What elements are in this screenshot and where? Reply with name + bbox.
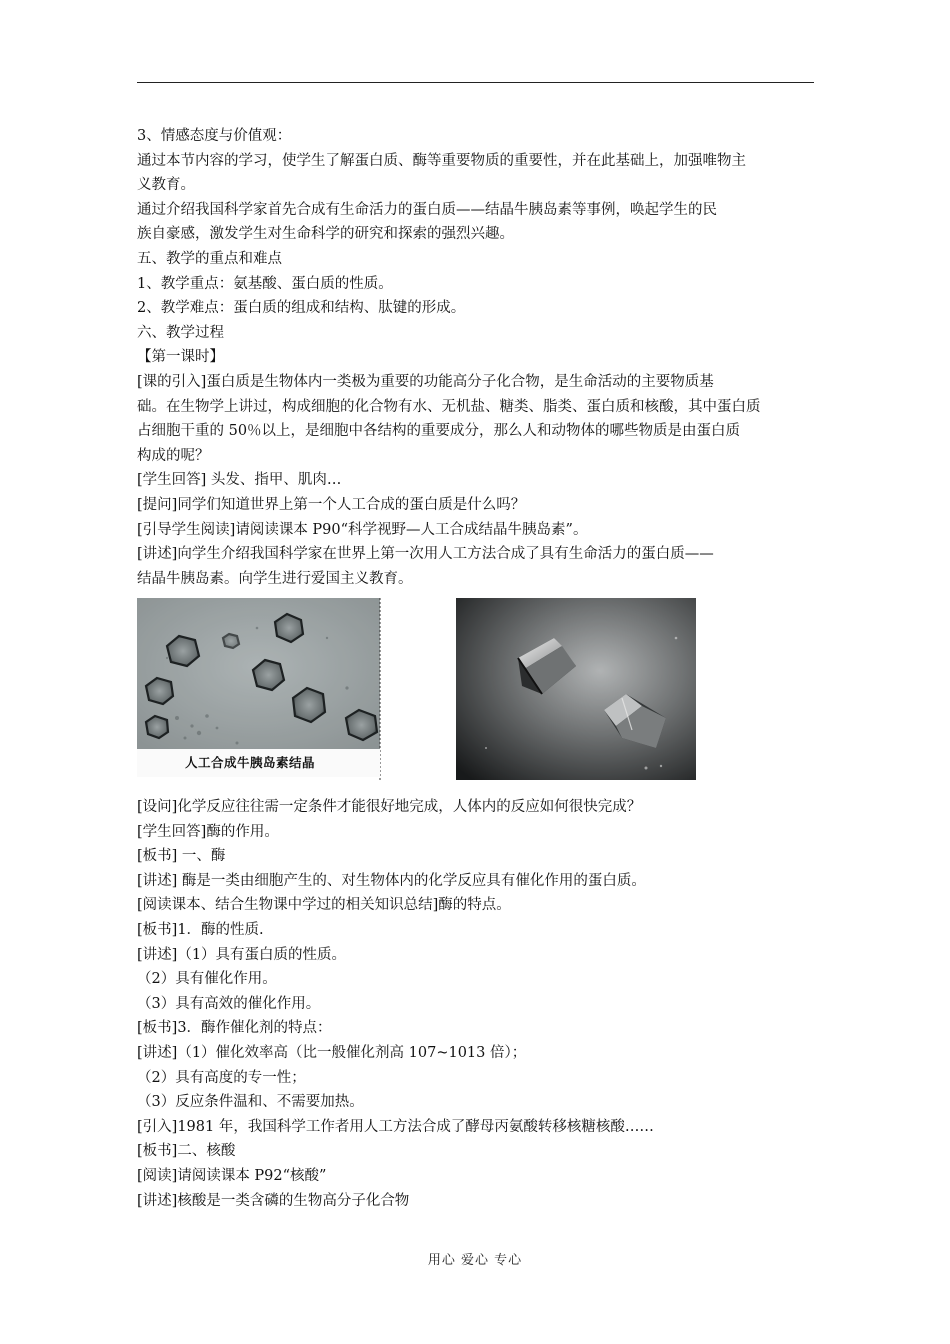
section-heading: 六、教学过程 bbox=[137, 324, 224, 341]
text-line: （3）具有高效的催化作用。 bbox=[137, 995, 321, 1012]
text-line: [板书] 一、酶 bbox=[137, 848, 226, 865]
figure-caption: 人工合成牛胰岛素结晶 bbox=[137, 749, 380, 777]
text-line: [讲述]核酸是一类含磷的生物高分子化合物 bbox=[137, 1192, 410, 1209]
insulin-crystal-micrograph bbox=[137, 598, 382, 780]
text-line: [学生回答] 头发、指甲、肌肉… bbox=[137, 472, 342, 489]
text-line: （2）具有催化作用。 bbox=[137, 971, 277, 988]
text-line: [提问]同学们知道世界上第一个人工合成的蛋白质是什么吗？ bbox=[137, 496, 526, 513]
text-line: [学生回答]酶的作用。 bbox=[137, 823, 279, 840]
text-line: 构成的呢？ bbox=[137, 447, 210, 464]
text-line: [阅读]请阅读课本 P92“核酸” bbox=[137, 1167, 327, 1184]
text-line: 1、教学重点：氨基酸、蛋白质的性质。 bbox=[137, 275, 393, 292]
text-line: 占细胞干重的 50％以上，是细胞中各结构的重要成分，那么人和动物体的哪些物质是由蛋白质 bbox=[137, 423, 741, 440]
text-line: （2）具有高度的专一性； bbox=[137, 1069, 306, 1086]
body-text-bottom bbox=[137, 795, 814, 1213]
text-line: [板书]3．酶作催化剂的特点： bbox=[137, 1020, 332, 1037]
text-line: [讲述]向学生介绍我国科学家在世界上第一次用人工方法合成了具有生命活力的蛋白质—— bbox=[137, 546, 714, 563]
text-line: [课的引入]蛋白质是生物体内一类极为重要的功能高分子化合物，是生命活动的主要物质基 bbox=[137, 373, 714, 390]
insulin-crystal-photo bbox=[456, 598, 696, 780]
text-line: 义教育。 bbox=[137, 177, 195, 194]
text-line: 通过本节内容的学习，使学生了解蛋白质、酶等重要物质的重要性，并在此基础上，加强唯物主 bbox=[137, 152, 746, 169]
text-line: [讲述]（1）催化效率高（比一般催化剂高 107~1013 倍）； bbox=[137, 1044, 527, 1061]
text-line: [讲述]（1）具有蛋白质的性质。 bbox=[137, 946, 347, 963]
lesson-heading: 【第一课时】 bbox=[137, 349, 224, 366]
text-line: 3、情感态度与价值观： bbox=[137, 128, 292, 144]
header-rule bbox=[137, 82, 814, 83]
text-line: 通过介绍我国科学家首先合成有生命活力的蛋白质——结晶牛胰岛素等事例，唤起学生的民 bbox=[137, 201, 717, 218]
page-footer: 用心 爱心 专心 bbox=[427, 1253, 523, 1268]
text-line: 族自豪感，激发学生对生命科学的研究和探索的强烈兴趣。 bbox=[137, 226, 514, 243]
text-line: [板书]二、核酸 bbox=[137, 1143, 236, 1160]
text-line: [板书]1．酶的性质. bbox=[137, 921, 264, 938]
text-line: （3）反应条件温和、不需要加热。 bbox=[137, 1094, 364, 1111]
text-line: [引入]1981 年，我国科学工作者用人工方法合成了酵母丙氨酸转移核糖核酸…… bbox=[137, 1118, 654, 1135]
text-line: [讲述] 酶是一类由细胞产生的、对生物体内的化学反应具有催化作用的蛋白质。 bbox=[137, 872, 646, 889]
text-line: [设问]化学反应往往需一定条件才能很好地完成，人体内的反应如何很快完成？ bbox=[137, 799, 642, 815]
text-line: [阅读课本、结合生物课中学过的相关知识总结]酶的特点。 bbox=[137, 897, 511, 914]
text-line: 础。在生物学上讲过，构成细胞的化合物有水、无机盐、糖类、脂类、蛋白质和核酸，其中蛋白质 bbox=[137, 398, 761, 415]
text-line: [引导学生阅读]请阅读课本 P90“科学视野—人工合成结晶牛胰岛素”。 bbox=[137, 521, 588, 538]
body-text-top bbox=[137, 124, 814, 591]
text-line: 2、教学难点：蛋白质的组成和结构、肽键的形成。 bbox=[137, 300, 466, 317]
text-line: 结晶牛胰岛素。向学生进行爱国主义教育。 bbox=[137, 570, 413, 587]
section-heading: 五、教学的重点和难点 bbox=[137, 250, 282, 267]
crystal-photo-image bbox=[456, 598, 696, 780]
